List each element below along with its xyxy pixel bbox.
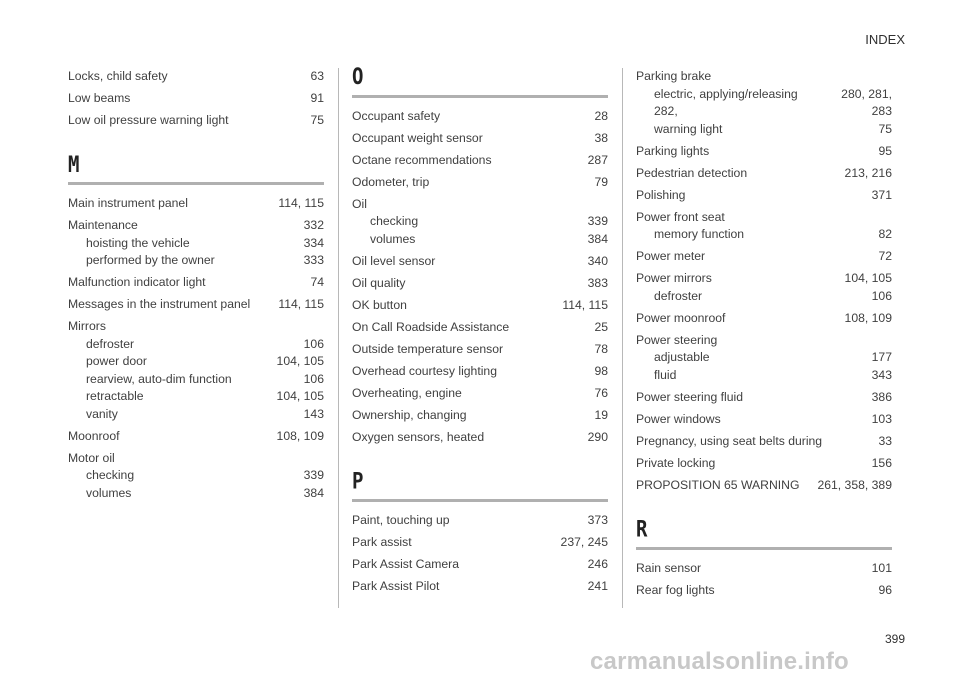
entry-term: Low beams — [68, 91, 131, 105]
section-rule — [352, 499, 608, 502]
subentry-pages: 106 — [303, 371, 324, 386]
entry-pages: 213, 216 — [844, 165, 892, 180]
entry-term: Power windows — [636, 411, 721, 426]
index-entry — [636, 143, 892, 161]
entry-pages: 114, 115 — [562, 297, 608, 312]
index-row — [68, 467, 324, 485]
column-divider — [622, 68, 623, 608]
entry-term: Occupant safety — [352, 108, 441, 123]
index-entry — [636, 68, 892, 138]
subentry-pages: 75 — [878, 121, 892, 136]
entry-term: Mirrors — [68, 319, 106, 333]
subentry-term: fluid — [654, 367, 677, 382]
entry-pages: 290 — [587, 429, 608, 444]
index-entry — [636, 165, 892, 183]
index-row — [68, 485, 324, 503]
entry-pages: 25 — [594, 319, 608, 334]
index-entry — [352, 385, 608, 403]
subentry-term: memory function — [654, 227, 745, 241]
entry-term: Occupant weight sensor — [352, 130, 483, 145]
entry-term: Locks, child safety — [68, 69, 168, 83]
index-row — [68, 371, 324, 389]
index-entry — [352, 253, 608, 271]
index-entry — [352, 429, 608, 447]
entry-term: Park Assist Camera — [352, 556, 460, 571]
watermark: carmanualsonline.info — [590, 648, 849, 675]
index-row — [352, 407, 608, 425]
index-entry — [68, 68, 324, 86]
index-row — [68, 428, 324, 446]
index-row — [68, 450, 324, 468]
index-row — [352, 429, 608, 447]
index-row — [636, 288, 892, 306]
entry-pages: 241 — [587, 578, 608, 593]
index-row — [352, 341, 608, 359]
index-row — [68, 274, 324, 292]
entry-pages: 28 — [594, 108, 608, 123]
index-row — [636, 86, 892, 104]
index-entry — [636, 248, 892, 266]
index-row — [352, 174, 608, 192]
entry-pages: 19 — [594, 407, 608, 422]
entry-pages: 96 — [878, 582, 892, 597]
entry-pages: 78 — [594, 341, 608, 356]
index-row — [68, 68, 324, 86]
index-row — [352, 231, 608, 249]
entry-pages: 114, 115 — [278, 297, 324, 311]
subentry-pages: 177 — [871, 350, 892, 364]
entry-pages: 340 — [587, 253, 608, 268]
index-row — [352, 385, 608, 403]
index-entry — [352, 556, 608, 574]
index-row — [636, 411, 892, 429]
index-column-2 — [352, 64, 608, 600]
subentry-pages: 280, 281, — [841, 86, 892, 101]
index-column-1 — [68, 68, 324, 507]
subentry-pages: 106 — [303, 336, 324, 351]
entry-term: Malfunction indicator light — [68, 275, 206, 289]
index-entry — [352, 534, 608, 552]
entry-term: Oil level sensor — [352, 253, 436, 268]
entry-term: Pregnancy, using seat belts during — [636, 433, 823, 448]
subentry-pages: 143 — [303, 406, 324, 421]
index-entry — [636, 187, 892, 205]
letter-heading-block — [352, 64, 608, 98]
index-row — [68, 195, 324, 213]
letter-heading-block — [636, 516, 892, 550]
index-row — [68, 406, 324, 424]
index-entry — [352, 407, 608, 425]
index-entry — [636, 332, 892, 385]
subentry-term: defroster — [654, 288, 703, 303]
entry-term: Maintenance — [68, 218, 138, 232]
index-entry — [68, 450, 324, 503]
subentry-pages: 339 — [587, 214, 608, 228]
subentry-term: checking — [86, 468, 135, 482]
column-divider — [338, 68, 339, 608]
index-entry — [68, 428, 324, 446]
index-entry — [636, 433, 892, 451]
index-entry — [636, 560, 892, 578]
section-letter: P — [352, 468, 364, 494]
subentry-pages: 104, 105 — [276, 389, 324, 403]
entry-pages: 74 — [310, 275, 324, 289]
subentry-pages: 82 — [878, 227, 892, 241]
subentry-term: rearview, auto-dim function — [86, 371, 232, 386]
index-row — [636, 560, 892, 578]
subentry-pages: 339 — [303, 468, 324, 482]
subentry-term: electric, applying/releasing — [654, 86, 798, 101]
subentry-term: volumes — [86, 485, 132, 500]
letter-heading-block — [68, 152, 324, 186]
index-row — [68, 112, 324, 130]
entry-term: OK button — [352, 297, 407, 312]
index-row — [636, 433, 892, 451]
subentry-term: power door — [86, 354, 147, 368]
subentry-pages: 384 — [587, 231, 608, 246]
section-rule — [636, 547, 892, 550]
section-rule — [68, 182, 324, 185]
index-entry — [636, 582, 892, 600]
index-entry — [352, 363, 608, 381]
entry-pages: 63 — [310, 69, 324, 83]
entry-pages: 246 — [587, 556, 608, 571]
subentry-term: hoisting the vehicle — [86, 235, 190, 250]
entry-pages: 108, 109 — [276, 428, 324, 443]
index-row — [68, 353, 324, 371]
section-letter: O — [352, 64, 364, 90]
entry-term: Power front seat — [636, 209, 725, 224]
index-row — [68, 252, 324, 270]
entry-term: Low oil pressure warning light — [68, 113, 229, 127]
subentry-pages: 343 — [871, 367, 892, 382]
subentry-pages: 333 — [303, 253, 324, 267]
entry-term: Park Assist Pilot — [352, 578, 440, 593]
entry-pages: 261, 358, 389 — [817, 477, 892, 492]
index-entry — [352, 512, 608, 530]
index-row — [352, 152, 608, 170]
index-entry — [352, 297, 608, 315]
entry-pages: 386 — [871, 389, 892, 404]
index-entry — [352, 319, 608, 337]
index-row — [636, 582, 892, 600]
index-row — [352, 319, 608, 337]
index-row — [68, 336, 324, 354]
entry-term: Power moonroof — [636, 310, 726, 325]
section-letter: R — [636, 516, 648, 542]
entry-term: Rear fog lights — [636, 582, 715, 597]
index-row — [636, 332, 892, 350]
index-row — [352, 512, 608, 530]
entry-pages: 79 — [594, 174, 608, 189]
index-entry — [636, 389, 892, 407]
entry-term: Overheating, engine — [352, 385, 462, 400]
index-row — [352, 196, 608, 214]
entry-term: Oxygen sensors, heated — [352, 429, 485, 444]
entry-pages: 38 — [594, 130, 608, 145]
entry-term: PROPOSITION 65 WARNING — [636, 477, 800, 492]
subentry-term-continuation: 282, — [654, 104, 678, 118]
entry-term: Oil quality — [352, 275, 406, 290]
entry-term: Overhead courtesy lighting — [352, 363, 497, 378]
index-entry — [352, 174, 608, 192]
index-entry — [352, 275, 608, 293]
index-row — [636, 209, 892, 227]
index-entry — [352, 152, 608, 170]
index-row — [636, 121, 892, 139]
index-entry — [352, 341, 608, 359]
index-row — [352, 213, 608, 231]
subentry-term: vanity — [86, 406, 118, 421]
index-row — [352, 556, 608, 574]
index-entry — [68, 274, 324, 292]
index-entry — [352, 108, 608, 126]
index-row — [68, 296, 324, 314]
index-row — [636, 455, 892, 473]
section-rule — [352, 95, 608, 98]
index-row — [68, 90, 324, 108]
index-entry — [68, 112, 324, 130]
entry-term: Pedestrian detection — [636, 165, 748, 180]
entry-term: Rain sensor — [636, 560, 702, 575]
page-header-title: INDEX — [865, 32, 905, 47]
entry-term: Power mirrors — [636, 271, 712, 285]
entry-term: Octane recommendations — [352, 152, 492, 167]
entry-pages: 104, 105 — [844, 271, 892, 285]
letter-heading-block — [352, 468, 608, 502]
index-row — [352, 578, 608, 596]
subentry-pages-continuation: 283 — [871, 104, 892, 118]
entry-pages: 95 — [878, 143, 892, 158]
index-column-3 — [636, 68, 892, 604]
entry-term: Messages in the instrument panel — [68, 297, 251, 311]
section-letter: M — [68, 152, 80, 178]
index-row — [636, 389, 892, 407]
index-row — [68, 388, 324, 406]
entry-term: Outside temperature sensor — [352, 341, 504, 356]
entry-term: Oil — [352, 196, 367, 211]
index-entry — [636, 411, 892, 429]
entry-pages: 72 — [878, 249, 892, 263]
entry-pages: 103 — [871, 411, 892, 426]
subentry-term: retractable — [86, 389, 144, 403]
entry-term: Park assist — [352, 534, 412, 549]
subentry-pages: 334 — [303, 235, 324, 250]
entry-pages: 108, 109 — [844, 310, 892, 325]
index-row — [352, 130, 608, 148]
subentry-pages: 104, 105 — [276, 354, 324, 368]
entry-term: Polishing — [636, 187, 686, 202]
entry-term: Moonroof — [68, 428, 120, 443]
entry-pages: 91 — [310, 91, 324, 105]
entry-term: Power meter — [636, 249, 706, 263]
entry-pages: 33 — [878, 433, 892, 448]
index-row — [636, 226, 892, 244]
index-entry — [68, 217, 324, 270]
subentry-pages: 384 — [303, 485, 324, 500]
index-row — [636, 187, 892, 205]
entry-term: On Call Roadside Assistance — [352, 319, 510, 334]
entry-term: Odometer, trip — [352, 174, 430, 189]
index-row — [352, 363, 608, 381]
index-entry — [636, 310, 892, 328]
index-entry — [636, 477, 892, 495]
subentry-term: adjustable — [654, 350, 710, 364]
entry-term: Motor oil — [68, 450, 115, 465]
index-row — [68, 235, 324, 253]
entry-pages: 371 — [871, 187, 892, 202]
entry-term: Parking lights — [636, 143, 710, 158]
entry-pages: 101 — [871, 560, 892, 575]
entry-term: Ownership, changing — [352, 407, 467, 422]
index-row — [352, 297, 608, 315]
index-row — [68, 318, 324, 336]
index-row — [636, 310, 892, 328]
index-row — [636, 68, 892, 86]
subentry-term: defroster — [86, 336, 135, 351]
entry-term: Paint, touching up — [352, 512, 450, 527]
subentry-term: warning light — [654, 121, 723, 136]
subentry-term: performed by the owner — [86, 253, 215, 267]
index-row — [636, 270, 892, 288]
index-row — [636, 477, 892, 495]
index-entry — [68, 296, 324, 314]
entry-pages: 156 — [871, 455, 892, 470]
index-entry — [352, 196, 608, 249]
index-entry — [352, 578, 608, 596]
subentry-term: checking — [370, 214, 419, 228]
entry-term: Main instrument panel — [68, 196, 188, 210]
index-row — [68, 217, 324, 235]
index-entry — [68, 90, 324, 108]
index-row — [636, 367, 892, 385]
subentry-term: volumes — [370, 231, 416, 246]
index-row — [352, 253, 608, 271]
entry-pages: 373 — [587, 512, 608, 527]
index-row — [352, 275, 608, 293]
subentry-pages: 106 — [871, 288, 892, 303]
index-row — [352, 108, 608, 126]
entry-pages: 332 — [303, 218, 324, 232]
index-row — [352, 534, 608, 552]
entry-pages: 114, 115 — [278, 196, 324, 210]
entry-pages: 237, 245 — [560, 534, 608, 549]
index-entry — [636, 455, 892, 473]
index-entry — [636, 270, 892, 305]
index-entry — [68, 318, 324, 423]
entry-pages: 98 — [594, 363, 608, 378]
index-entry — [68, 195, 324, 213]
index-entry — [636, 209, 892, 244]
index-row — [636, 349, 892, 367]
entry-term: Power steering fluid — [636, 389, 744, 404]
page-number: 399 — [884, 632, 905, 646]
entry-term: Private locking — [636, 455, 716, 470]
entry-term: Power steering — [636, 332, 718, 347]
index-row — [636, 143, 892, 161]
entry-term: Parking brake — [636, 69, 712, 83]
index-row — [636, 248, 892, 266]
index-row — [636, 165, 892, 183]
entry-pages: 383 — [587, 275, 608, 290]
index-entry — [352, 130, 608, 148]
entry-pages: 287 — [587, 152, 608, 167]
index-row-continuation — [636, 103, 892, 121]
entry-pages: 75 — [310, 113, 324, 127]
entry-pages: 76 — [594, 385, 608, 400]
